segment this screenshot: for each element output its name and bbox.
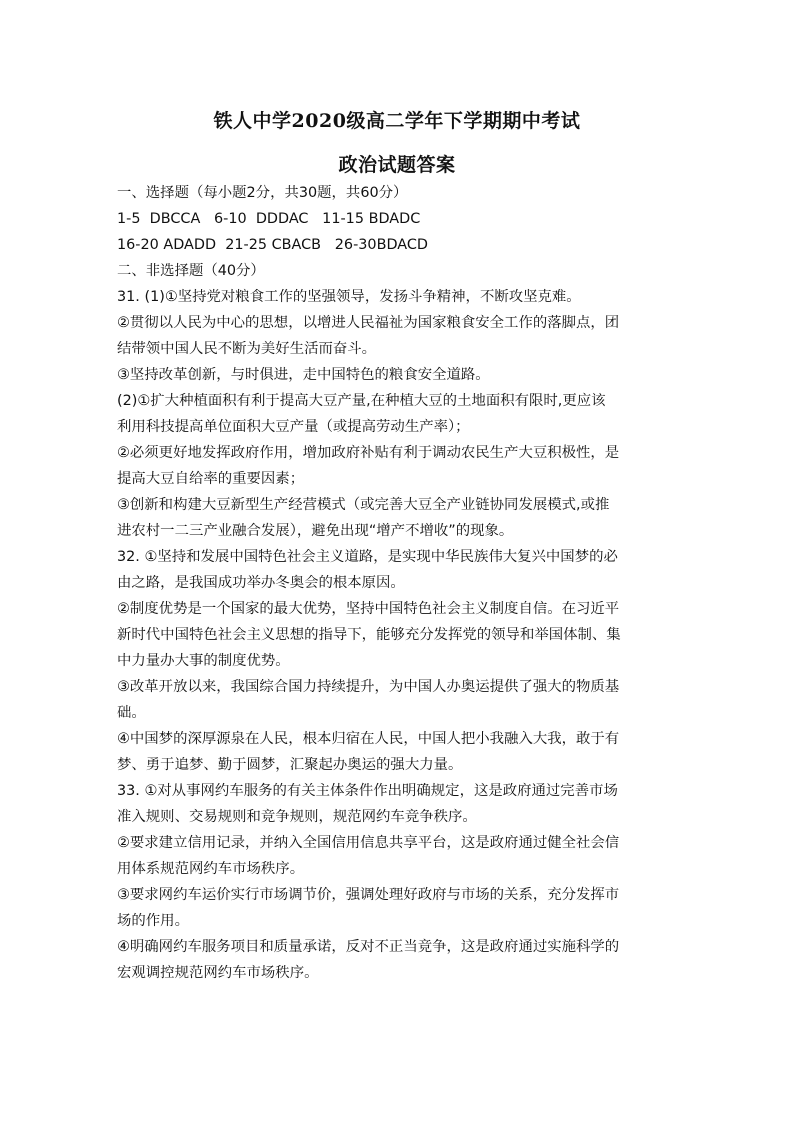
document-title: 铁人中学2020级高二学年下学期期中考试 bbox=[213, 110, 581, 132]
answer-key-row: 1-5 DBCCA 6-10 DDDAC 11-15 BDADC bbox=[117, 211, 421, 227]
answer-line: 准入规则、交易规则和竞争规则，规范网约车竞争秩序。 bbox=[117, 809, 477, 825]
answer-line: ②要求建立信用记录，并纳入全国信用信息共享平台，这是政府通过健全社会信 bbox=[117, 835, 620, 851]
answer-line: ③创新和构建大豆新型生产经营模式（或完善大豆全产业链协同发展模式,或推 bbox=[117, 497, 610, 513]
answer-line: 场的作用。 bbox=[117, 913, 189, 929]
answer-line: ③改革开放以来，我国综合国力持续提升，为中国人办奥运提供了强大的物质基 bbox=[117, 679, 620, 695]
answer-line: 进农村一二三产业融合发展），避免出现“增产不增收”的现象。 bbox=[117, 523, 514, 539]
answer-line: ③坚持改革创新，与时俱进，走中国特色的粮食安全道路。 bbox=[117, 367, 490, 383]
document-subtitle: 政治试题答案 bbox=[338, 154, 456, 176]
answer-line: 结带领中国人民不断为美好生活而奋斗。 bbox=[117, 341, 377, 357]
answer-line: 中力量办大事的制度优势。 bbox=[117, 653, 290, 669]
answer-line: (2)①扩大种植面积有利于提高大豆产量,在种植大豆的土地面积有限时,更应该 bbox=[117, 393, 606, 409]
answer-line: 宏观调控规范网约车市场秩序。 bbox=[117, 965, 319, 981]
section-heading-choice: 一、选择题（每小题2分，共30题，共60分） bbox=[117, 185, 408, 201]
answer-line: 础。 bbox=[117, 705, 146, 721]
answer-line: 33. ①对从事网约车服务的有关主体条件作出明确规定，这是政府通过完善市场 bbox=[117, 783, 618, 799]
answer-line: ②贯彻以人民为中心的思想，以增进人民福祉为国家粮食安全工作的落脚点，团 bbox=[117, 315, 620, 331]
answer-line: 32. ①坚持和发展中国特色社会主义道路，是实现中华民族伟大复兴中国梦的必 bbox=[117, 549, 618, 565]
answer-line: ②必须更好地发挥政府作用，增加政府补贴有利于调动农民生产大豆积极性，是 bbox=[117, 445, 620, 461]
answer-line: ②制度优势是一个国家的最大优势，坚持中国特色社会主义制度自信。在习近平 bbox=[117, 601, 620, 617]
answer-line: 31. (1)①坚持党对粮食工作的坚强领导，发扬斗争精神，不断攻坚克难。 bbox=[117, 289, 581, 305]
answer-key-row: 16-20 ADADD 21-25 CBACB 26-30BDACD bbox=[117, 237, 429, 253]
answer-line: ③要求网约车运价实行市场调节价，强调处理好政府与市场的关系，充分发挥市 bbox=[117, 887, 620, 903]
answer-body bbox=[117, 180, 677, 986]
answer-line: 新时代中国特色社会主义思想的指导下，能够充分发挥党的领导和举国体制、集 bbox=[117, 627, 621, 643]
answer-line: 用体系规范网约车市场秩序。 bbox=[117, 861, 305, 877]
answer-line: 利用科技提高单位面积大豆产量（或提高劳动生产率）； bbox=[117, 419, 470, 435]
answer-line: 梦、勇于追梦、勤于圆梦，汇聚起办奥运的强大力量。 bbox=[117, 757, 463, 773]
answer-line: ④中国梦的深厚源泉在人民，根本归宿在人民，中国人把小我融入大我，敢于有 bbox=[117, 731, 620, 747]
answer-line: ④明确网约车服务项目和质量承诺，反对不正当竞争，这是政府通过实施科学的 bbox=[117, 939, 620, 955]
answer-line: 由之路，是我国成功举办冬奥会的根本原因。 bbox=[117, 575, 405, 591]
answer-line: 提高大豆自给率的重要因素； bbox=[117, 471, 305, 487]
section-heading-nonchoice: 二、非选择题（40分） bbox=[117, 263, 265, 279]
